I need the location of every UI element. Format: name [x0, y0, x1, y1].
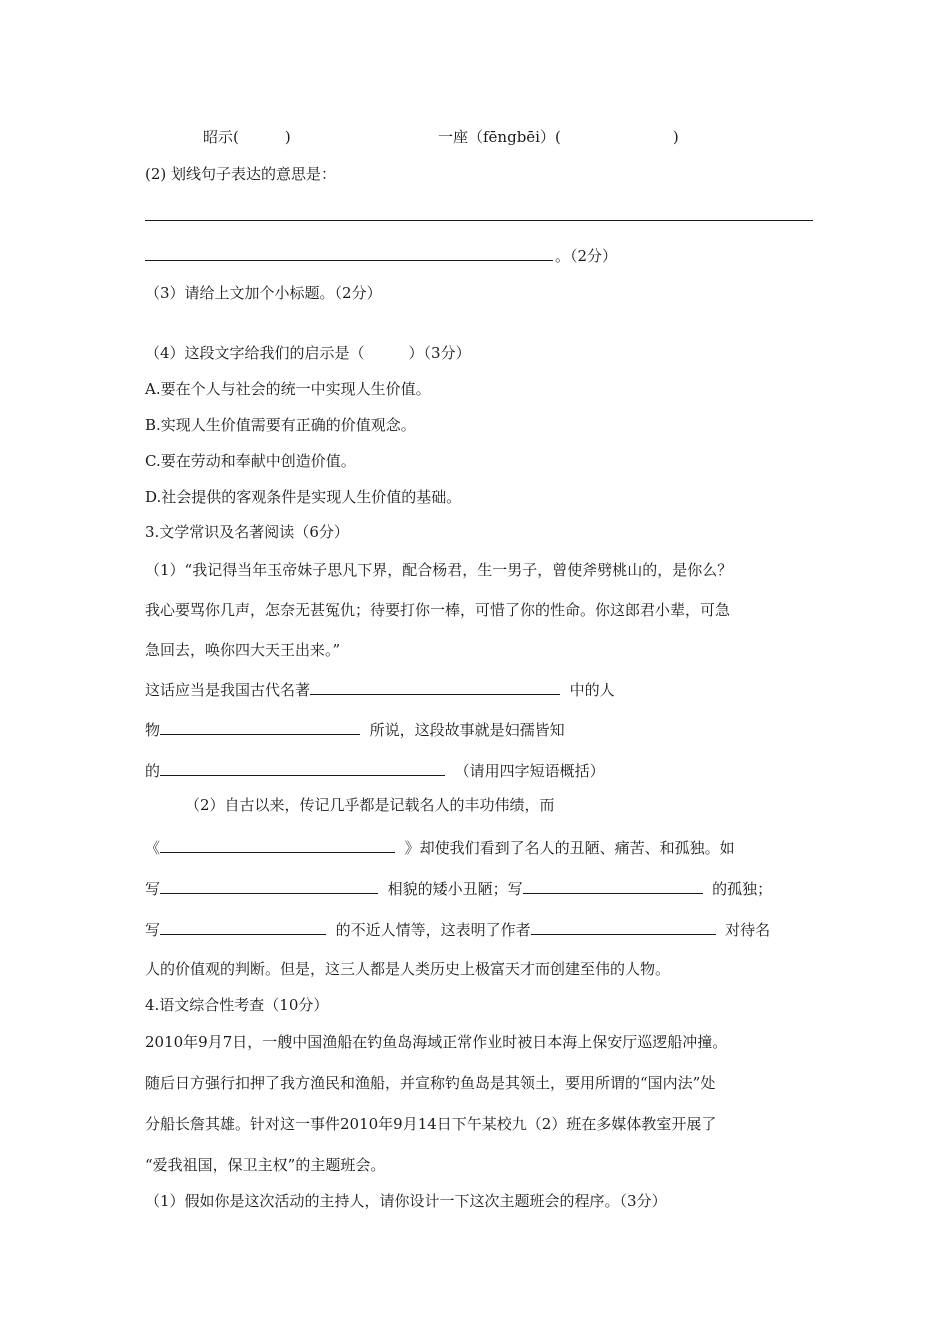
- answer-line-1[interactable]: [145, 220, 813, 221]
- question-3-label: （3）请给上文加个小标题。（2分）: [145, 284, 382, 302]
- question-4-label-a: （4）这段文字给我们的启示是（: [145, 344, 365, 362]
- section-4-para-1: 2010年9月7日，一艘中国渔船在钓鱼岛海域正常作业时被日本海上保安厅巡逻船冲撞。: [145, 1033, 728, 1051]
- person-3-blank[interactable]: [160, 918, 326, 935]
- section-4-para-4: “爱我祖国，保卫主权”的主题班会。: [145, 1156, 386, 1174]
- option-c: C.要在劳动和奉献中创造价值。: [145, 452, 356, 470]
- option-d: D.社会提供的客观条件是实现人生价值的基础。: [145, 488, 462, 506]
- fill-a-text-2: 中的人: [569, 681, 615, 699]
- quote-line-3: 急回去，唤你四大天王出来。”: [145, 641, 341, 659]
- question-4-label: [145, 343, 471, 363]
- person-2-blank[interactable]: [523, 877, 703, 894]
- section-4-para-2: 随后日方强行扣押了我方渔民和渔船，并宣称钓鱼岛是其领土，要用所谓的“国内法”处: [145, 1074, 716, 1092]
- fill-line-a: [145, 678, 615, 700]
- section-4-para-3: 分船长詹其雄。针对这一事件2010年9月14日下午某校九（2）班在多媒体教室开展了: [145, 1115, 717, 1133]
- bio-l4-c: 对待名: [725, 921, 771, 939]
- fill-c-text-1: 的: [145, 762, 161, 780]
- question-2-label: (2) 划线句子表达的意思是：: [145, 165, 337, 183]
- question-2-score: 。（2分）: [555, 247, 618, 265]
- bio-l2-b: 》却使我们看到了名人的丑陋、痛苦、和孤独。如: [404, 839, 735, 857]
- zhaoshi-item: [203, 127, 291, 147]
- biography-line-3: [145, 877, 772, 899]
- bio-l2-a: 《: [145, 839, 161, 857]
- fill-a-text-1: 这话应当是我国古代名著: [145, 681, 311, 699]
- bio-l4-a: 写: [145, 921, 161, 939]
- fill-line-c: [145, 759, 605, 781]
- character-blank[interactable]: [160, 718, 360, 735]
- bio-l3-c: 的孤独；: [712, 880, 773, 898]
- biography-line-4: [145, 918, 770, 940]
- biography-title-blank[interactable]: [160, 836, 395, 853]
- section-4-title: 4.语文综合性考查（10分）: [145, 996, 329, 1014]
- author-blank[interactable]: [531, 918, 716, 935]
- biography-line-2: [145, 836, 735, 858]
- bio-l3-a: 写: [145, 880, 161, 898]
- option-b: B.实现人生价值需要有正确的价值观念。: [145, 416, 416, 434]
- question-4-label-b: ）（3分）: [408, 344, 471, 362]
- zhaoshi-close: ): [284, 128, 291, 146]
- biography-line-5: 人的价值观的判断。但是，这三人都是人类历史上极富天才而创建至伟的人物。: [145, 960, 671, 978]
- fengbei-label: 一座（fēngbēi）(: [438, 128, 561, 146]
- fill-line-b: [145, 718, 565, 740]
- option-a: A.要在个人与社会的统一中实现人生价值。: [145, 380, 431, 398]
- quote-line-1: （1）“我记得当年玉帝妹子思凡下界，配合杨君，生一男子，曾使斧劈桃山的，是你么？: [145, 561, 733, 579]
- book-name-blank[interactable]: [310, 678, 560, 695]
- fill-b-text-1: 物: [145, 721, 161, 739]
- section-3-title: 3.文学常识及名著阅读（6分）: [145, 523, 349, 541]
- answer-line-2[interactable]: [145, 260, 553, 261]
- biography-line-1: （2）自古以来，传记几乎都是记载名人的丰功伟绩，而: [185, 796, 555, 814]
- fengbei-close: ): [672, 128, 679, 146]
- zhaoshi-label: 昭示(: [203, 128, 239, 146]
- fengbei-item: [438, 127, 679, 147]
- bio-l4-b: 的不近人情等，这表明了作者: [335, 921, 531, 939]
- section-4-question-1: （1）假如你是这次活动的主持人，请你设计一下这次主题班会的程序。（3分）: [145, 1192, 667, 1210]
- bio-l3-b: 相貌的矮小丑陋；写: [387, 880, 523, 898]
- fill-b-text-2: 所说，这段故事就是妇孺皆知: [369, 721, 565, 739]
- quote-line-2: 我心要骂你几声，怎奈无甚冤仇；待要打你一棒，可惜了你的性命。你这郎君小辈，可急: [145, 601, 731, 619]
- fill-c-text-2: （请用四字短语概括）: [454, 762, 605, 780]
- story-blank[interactable]: [160, 759, 445, 776]
- person-1-blank[interactable]: [160, 877, 378, 894]
